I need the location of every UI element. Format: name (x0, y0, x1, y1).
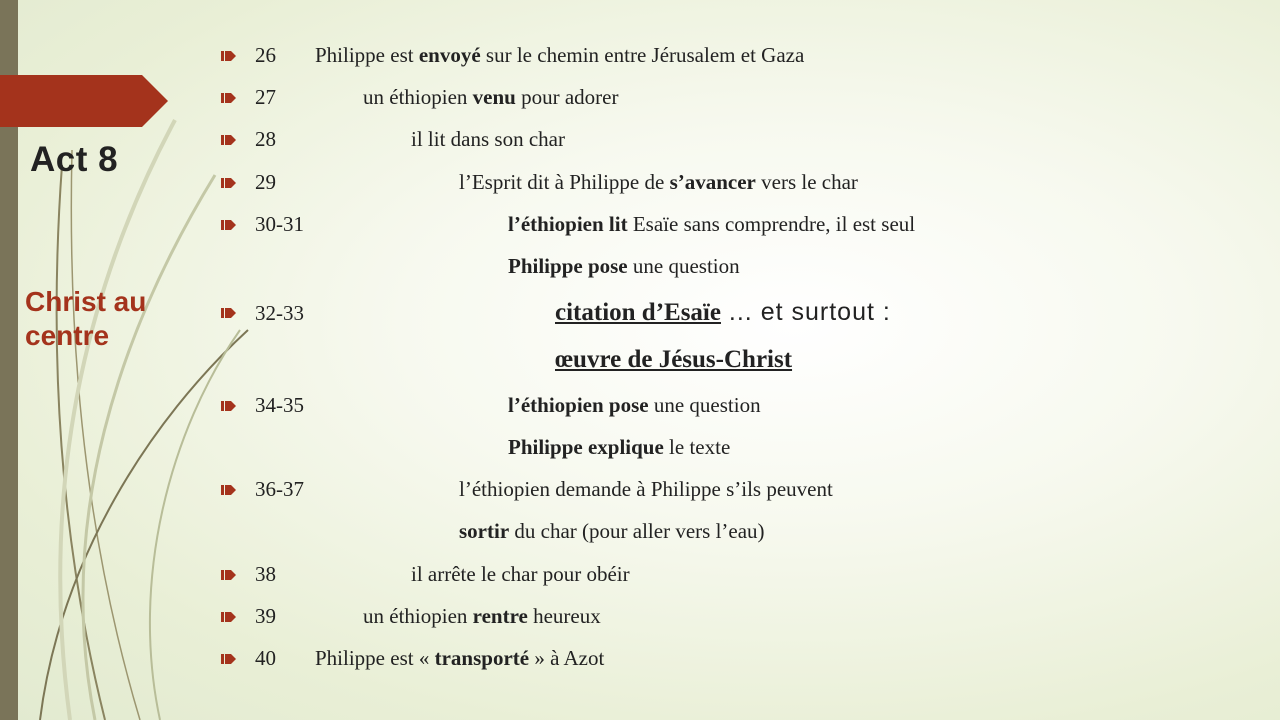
verse-number: 27 (255, 85, 276, 109)
plain-text: Philippe est « (315, 646, 435, 670)
list-item (0, 254, 1280, 294)
bullet-icon (221, 134, 237, 146)
emphasis-text: transporté (434, 646, 530, 670)
verse-number: 26 (255, 43, 276, 67)
verse-number: 32-33 (255, 301, 304, 325)
verse-text (315, 43, 804, 68)
bullet-icon (221, 484, 237, 496)
verse-text (459, 477, 833, 502)
emphasis-text: l’éthiopien pose (508, 393, 649, 417)
verse-text (508, 435, 730, 460)
emphasis-text: venu (472, 85, 516, 109)
plain-text: une question (648, 393, 761, 417)
bullet-icon (221, 569, 237, 581)
list-item (0, 519, 1280, 559)
slide-subtitle: Christ au centre (25, 286, 147, 351)
verse-text (555, 346, 792, 374)
emphasis-text: Philippe pose (508, 254, 628, 278)
plain-text: Esaïe sans comprendre, il est seul (627, 212, 916, 236)
bullet-icon (221, 611, 237, 623)
plain-text: il arrête le char pour obéir (411, 562, 630, 586)
list-item (0, 562, 1280, 602)
emphasis-text: rentre (472, 604, 528, 628)
verse-number: 28 (255, 127, 276, 151)
list-item (0, 212, 1280, 252)
emphasis-text: œuvre de Jésus-Christ (555, 346, 793, 373)
verse-number: 30-31 (255, 212, 304, 236)
verse-text (555, 298, 891, 327)
list-item (0, 298, 1280, 338)
bullet-icon (221, 50, 237, 62)
verse-number: 38 (255, 562, 276, 586)
list-item (0, 393, 1280, 433)
list-item (0, 170, 1280, 210)
list-item (0, 127, 1280, 167)
verse-number: 36-37 (255, 477, 304, 501)
verse-text (363, 604, 601, 629)
plain-text: un éthiopien (363, 604, 473, 628)
plain-text: vers le char (755, 170, 858, 194)
plain-text: ... et surtout : (720, 298, 891, 326)
list-item (0, 646, 1280, 686)
bullet-icon (221, 307, 237, 319)
plain-text: sur le chemin entre Jérusalem et Gaza (480, 43, 805, 67)
bullet-icon (221, 219, 237, 231)
plain-text: l’éthiopien demande à Philippe s’ils peuvent (459, 477, 833, 501)
plain-text: du char (pour aller vers l’eau) (509, 519, 765, 543)
bullet-icon (221, 177, 237, 189)
plain-text: le texte (663, 435, 731, 459)
verse-text (459, 170, 858, 195)
bullet-icon (221, 92, 237, 104)
verse-number: 40 (255, 646, 276, 670)
verse-text (411, 562, 630, 587)
emphasis-text: Philippe explique (508, 435, 664, 459)
plain-text: heureux (527, 604, 601, 628)
plain-text: Philippe est (315, 43, 419, 67)
verse-text (363, 85, 618, 110)
emphasis-text: envoyé (418, 43, 481, 67)
verse-text (508, 393, 761, 418)
emphasis-text: l’éthiopien lit (508, 212, 628, 236)
emphasis-text: citation d’Esaïe (555, 299, 721, 326)
verse-text (508, 212, 915, 237)
plain-text: pour adorer (515, 85, 619, 109)
plain-text: un éthiopien (363, 85, 473, 109)
verse-number: 39 (255, 604, 276, 628)
list-item (0, 85, 1280, 125)
verse-number: 34-35 (255, 393, 304, 417)
plain-text: » à Azot (529, 646, 605, 670)
verse-number: 29 (255, 170, 276, 194)
slide-title: Act 8 (30, 140, 119, 179)
list-item (0, 43, 1280, 83)
plain-text: une question (627, 254, 740, 278)
verse-text (508, 254, 740, 279)
list-item (0, 604, 1280, 644)
plain-text: l’Esprit dit à Philippe de (459, 170, 670, 194)
verse-text (315, 646, 604, 671)
emphasis-text: s’avancer (669, 170, 756, 194)
list-item (0, 346, 1280, 386)
emphasis-text: sortir (459, 519, 510, 543)
bullet-icon (221, 400, 237, 412)
verse-text (459, 519, 765, 544)
list-item (0, 477, 1280, 517)
bullet-icon (221, 653, 237, 665)
list-item (0, 435, 1280, 475)
verse-text (411, 127, 565, 152)
plain-text: il lit dans son char (411, 127, 565, 151)
